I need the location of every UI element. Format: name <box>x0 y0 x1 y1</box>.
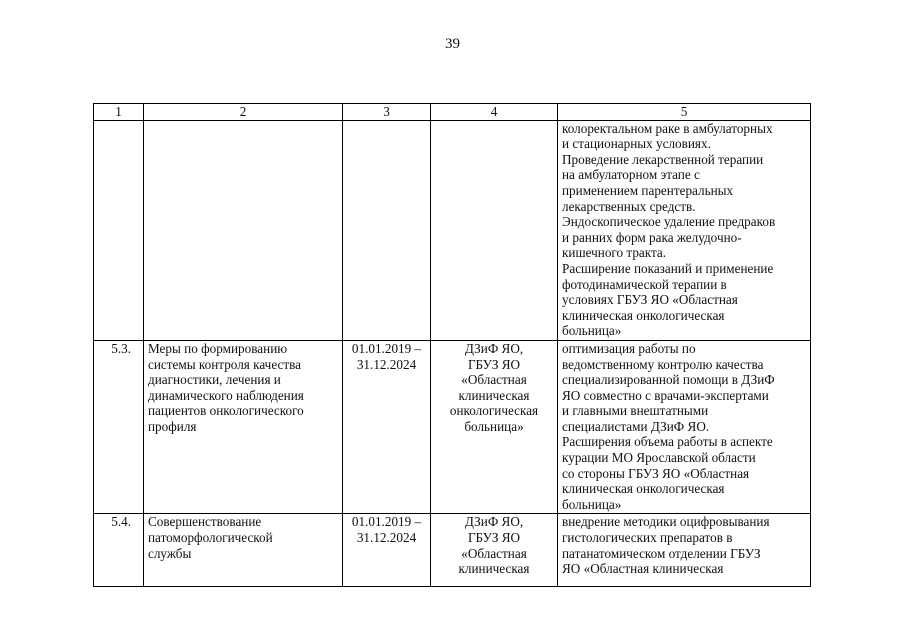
text-line: условиях ГБУЗ ЯО «Областная <box>562 292 738 308</box>
text-line: и стационарных условиях. <box>562 136 711 152</box>
text-line: клиническая онкологическая <box>562 307 725 323</box>
period-cell <box>343 514 431 587</box>
text-line: ГБУЗ ЯО <box>467 356 521 372</box>
text-line: клиническая онкологическая <box>562 481 725 497</box>
row-number-cell <box>94 514 144 587</box>
text-line: внедрение методики оцифровывания <box>562 514 770 530</box>
period-cell <box>343 340 431 514</box>
text-line: со стороны ГБУЗ ЯО «Областная <box>562 465 750 481</box>
text-line: колоректальном раке в амбулаторных <box>562 120 773 136</box>
text-line: Эндоскопическое удаление предраков <box>562 214 776 230</box>
text-line: фотодинамической терапии в <box>562 276 727 292</box>
text-line: курации МО Ярославской области <box>562 450 756 466</box>
table-row <box>94 340 811 514</box>
text-line: ГБУЗ ЯО <box>467 530 521 546</box>
row-number-cell <box>94 340 144 514</box>
text-line: Проведение лекарственной терапии <box>562 151 764 167</box>
measure-cell <box>144 120 343 340</box>
result-cell <box>558 120 811 340</box>
column-header-3: 3 <box>343 104 431 121</box>
text-line: Совершенствование <box>148 514 262 530</box>
text-line: на амбулаторном этапе с <box>562 167 700 183</box>
row-number: 5.3. <box>111 340 131 356</box>
text-line: лекарственных средств. <box>562 198 696 214</box>
row-number: 5.4. <box>111 514 131 530</box>
text-line: специалистами ДЗиФ ЯО. <box>562 418 710 434</box>
column-header-2: 2 <box>144 104 343 121</box>
text-line: больница» <box>562 496 622 512</box>
column-header-4: 4 <box>431 104 558 121</box>
text-line: 01.01.2019 – <box>351 340 422 356</box>
table-header-row <box>94 104 811 121</box>
text-line: 31.12.2024 <box>356 356 417 372</box>
text-line: «Областная <box>461 545 527 561</box>
text-line: онкологическая <box>449 403 539 419</box>
text-line: специализированной помощи в ДЗиФ <box>562 372 775 388</box>
text-line: службы <box>148 545 192 561</box>
measure-cell <box>144 514 343 587</box>
text-line: больница» <box>464 418 524 434</box>
text-line: больница» <box>562 323 622 339</box>
text-line: кишечного тракта. <box>562 245 667 261</box>
text-line: ДЗиФ ЯО, <box>464 340 524 356</box>
executor-cell <box>431 120 558 340</box>
page-number: 39 <box>445 36 460 52</box>
measure-cell <box>144 340 343 514</box>
text-line: пациентов онкологического <box>148 403 304 419</box>
text-line: 01.01.2019 – <box>351 514 422 530</box>
text-line: патоморфологической <box>148 530 273 546</box>
text-line: и главными внештатными <box>562 403 709 419</box>
table-row <box>94 514 811 587</box>
text-line: патанатомическом отделении ГБУЗ <box>562 545 761 561</box>
text-line: ДЗиФ ЯО, <box>464 514 524 530</box>
text-line: ЯО «Областная клиническая <box>562 561 724 577</box>
text-line: 31.12.2024 <box>356 530 417 546</box>
text-line: гистологических препаратов в <box>562 530 733 546</box>
text-line: оптимизация работы по <box>562 340 696 356</box>
text-line: профиля <box>148 418 197 434</box>
text-line: ведомственному контролю качества <box>562 356 764 372</box>
result-cell <box>558 340 811 514</box>
text-line: «Областная <box>461 372 527 388</box>
text-line: клиническая <box>458 561 530 577</box>
text-line: Расширение показаний и применение <box>562 260 774 276</box>
text-line: динамического наблюдения <box>148 387 304 403</box>
executor-cell <box>431 514 558 587</box>
result-cell <box>558 514 811 587</box>
table-row <box>94 120 811 340</box>
column-header-1: 1 <box>94 104 144 121</box>
text-line: Меры по формированию <box>148 340 288 356</box>
text-line: системы контроля качества <box>148 356 302 372</box>
text-line: Расширения объема работы в аспекте <box>562 434 773 450</box>
text-line: клиническая <box>458 387 530 403</box>
measures-table <box>93 103 811 587</box>
text-line: ЯО совместно с врачами-экспертами <box>562 387 769 403</box>
row-number-cell <box>94 120 144 340</box>
text-line: применением парентеральных <box>562 182 734 198</box>
column-header-5: 5 <box>558 104 811 121</box>
executor-cell <box>431 340 558 514</box>
period-cell <box>343 120 431 340</box>
text-line: диагностики, лечения и <box>148 372 281 388</box>
text-line: и ранних форм рака желудочно- <box>562 229 742 245</box>
